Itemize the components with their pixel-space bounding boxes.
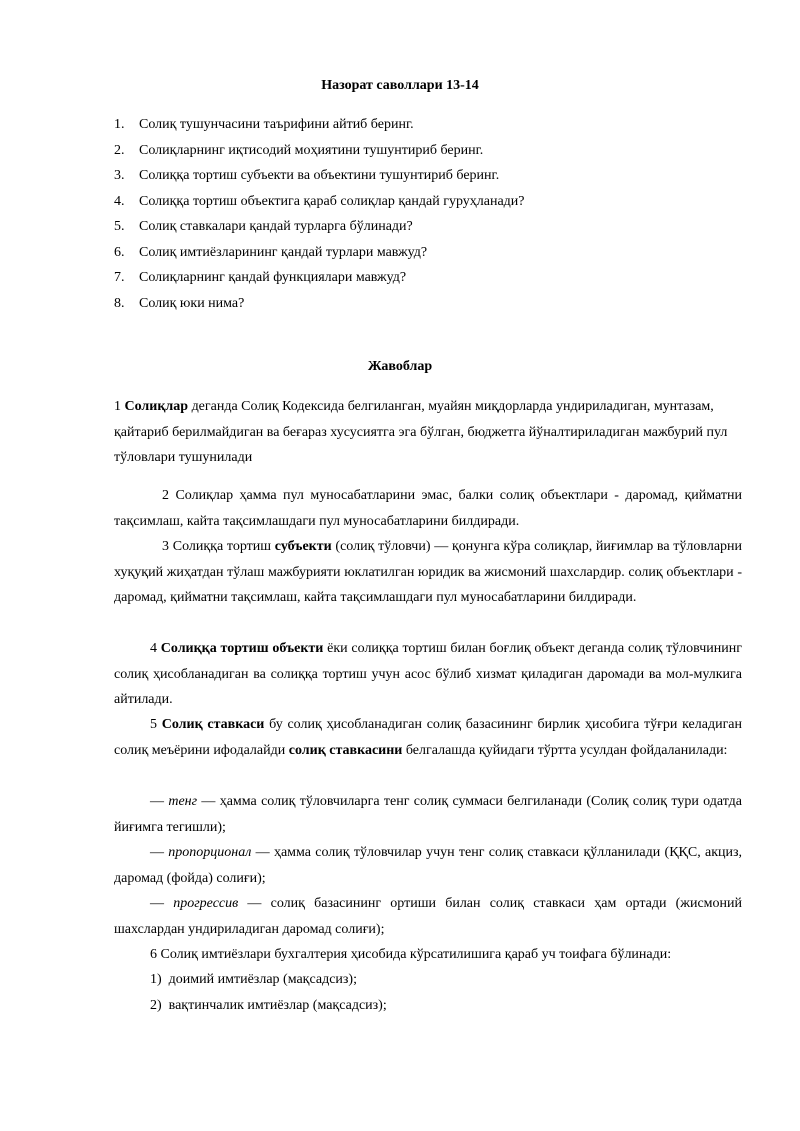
- question-number: 1.: [114, 117, 125, 132]
- rate-dash: —: [150, 896, 164, 911]
- answer-number: 2: [162, 488, 169, 503]
- list-item: [114, 116, 754, 142]
- list-item: [114, 244, 754, 270]
- rate-text: — солиқ базасининг ортиши билан солиқ ставкаси ҳам ортади (жисмоний шахслардан ундириладиган даромад солиғи);: [114, 896, 743, 937]
- rate-text: — ҳамма солиқ тўловчилар учун тенг солиқ ставкаси қўлланилади (ҚҚС, акциз, даромад (фойда) солиғи);: [114, 845, 743, 886]
- rate-text: — ҳамма солиқ тўловчиларга тенг солиқ суммаси белгиланади (Солиқ солиқ тури одатда йиғимга тегишли);: [114, 794, 743, 835]
- exemption-number: 2): [150, 998, 162, 1013]
- rate-term: прогрессив: [173, 896, 239, 911]
- question-text: Солиқларнинг иқтисодий моҳиятини тушунтириб беринг.: [139, 142, 484, 158]
- question-text: Солиқ ставкалари қандай турларга бўлинади?: [139, 219, 413, 234]
- question-number: 8.: [114, 295, 125, 311]
- list-item: [114, 142, 754, 168]
- question-text: Солиққа тортиш субъекти ва объектини тушунтириб беринг.: [139, 168, 500, 183]
- answer-number: 3: [162, 539, 169, 554]
- answer-term-2: солиқ ставкасини: [288, 742, 403, 758]
- answer-text: бу солиқ ҳисобланадиган солиқ базасининг бирлик ҳисобига тўғри келадиган солиқ меъёрини ифодалайди: [114, 717, 743, 758]
- rate-dash: —: [150, 794, 164, 809]
- answer-text-2: белгалашда қуйидаги тўртта усулдан фойдаланилади:: [405, 742, 728, 758]
- exemption-text: вақтинчалик имтиёзлар (мақсадсиз);: [168, 998, 387, 1013]
- answer-lead: Солиққа тортиш: [172, 539, 272, 554]
- answer-5: [114, 712, 742, 763]
- answer-6: 6 Солиқ имтиёзлари бухгалтерия ҳисобида кўрсатилишига қараб уч тоифага бўлинади:: [150, 947, 672, 962]
- list-item: [114, 295, 754, 321]
- answer-term: субъекти: [274, 539, 332, 554]
- question-text: Солиқ юки нима?: [139, 295, 245, 311]
- answer-term: Солиқ ставкаси: [161, 717, 265, 732]
- questions-title: Назорат саволлари 13-14: [321, 78, 479, 93]
- answer-2: [114, 483, 742, 534]
- question-number: 3.: [114, 168, 125, 183]
- question-text: Солиқ тушунчасини таърифини айтиб беринг.: [139, 117, 414, 132]
- exemption-text: доимий имтиёзлар (мақсадсиз);: [168, 972, 357, 987]
- question-number: 4.: [114, 193, 125, 209]
- list-item: [114, 269, 754, 295]
- rate-dash: —: [150, 845, 164, 860]
- exemption-number: 1): [150, 972, 162, 987]
- answer-1: [114, 394, 742, 471]
- list-item: [114, 167, 754, 193]
- answer-term: Солиққа тортиш объекти: [160, 641, 324, 656]
- answer-text: Солиқлар ҳамма пул муносабатларини эмас, балки солиқ объектлари - даромад, қийматни тақсимлаш, кайта тақсимлашдаги пул муносабатларини билдиради.: [114, 488, 742, 529]
- answer-4: [114, 636, 742, 713]
- answer-number: 1: [114, 399, 121, 414]
- answer-text: (солиқ тўловчи) — қонунга кўра солиқлар, йиғимлар ва тўловларни хуқуқий жиҳатдан тўлаш мажбурияти юклатилган юридик ва жисмоний шахслардир. солиқ объектлари - даромад, қийматни тақсимлаш, кайта тақсимлашдаги пул муносабатларини билдиради.: [114, 539, 743, 605]
- answer-text: деганда Солиқ Кодексида белгиланган, муайян миқдорларда ундириладиган, мунтазам, қайтариб берилмайдиган ва беғараз хусусиятга эга бўлган, бюджетга йўналтириладиган мажбурий пул тўловлари тушунилади: [114, 399, 728, 465]
- question-text: Солиқларнинг қандай функциялари мавжуд?: [139, 270, 407, 285]
- list-item: [150, 971, 357, 988]
- rate-item: [114, 789, 742, 840]
- questions-list: [114, 116, 754, 320]
- answer-number: 4: [150, 641, 157, 656]
- question-text: Солиққа тортиш объектига қараб солиқлар қандай гуруҳланади?: [139, 193, 525, 209]
- answers-title: Жавоблар: [367, 359, 433, 374]
- list-item: [114, 218, 754, 244]
- rate-term: пропорционал: [168, 845, 252, 860]
- question-number: 2.: [114, 142, 125, 158]
- question-number: 6.: [114, 244, 125, 260]
- list-item: [114, 193, 754, 219]
- question-text: Солиқ имтиёзларининг қандай турлари мавжуд?: [139, 244, 428, 260]
- rate-item: [114, 891, 742, 942]
- rate-item: [114, 840, 742, 891]
- list-item: [150, 997, 387, 1014]
- answer-3: [114, 534, 742, 611]
- rate-term: тенг: [168, 794, 198, 809]
- answer-term: Солиқлар: [124, 399, 189, 414]
- question-number: 7.: [114, 270, 125, 285]
- answer-text: ёки солиққа тортиш билан боғлиқ объект деганда солиқ тўловчининг солиқ ҳисобланадиган ва солиққа тортиш учун асос бўлиб хизмат қиладиган даромади ва мол-мулкига айтилади.: [114, 641, 742, 707]
- answer-number: 5: [150, 717, 157, 732]
- question-number: 5.: [114, 219, 125, 234]
